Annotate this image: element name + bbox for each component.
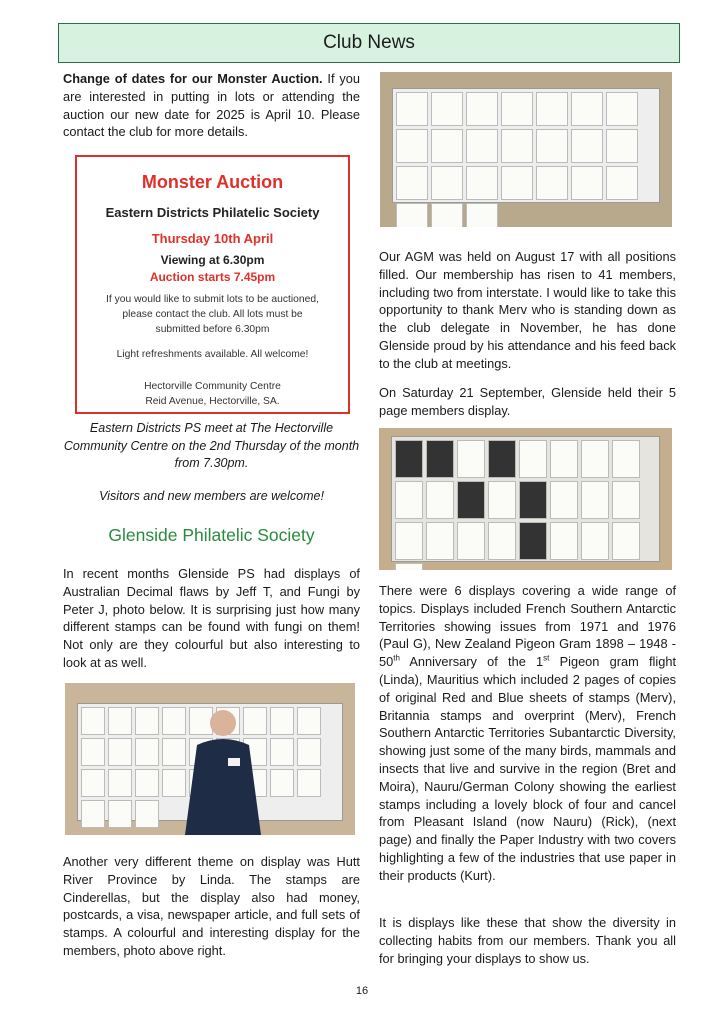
- display-wall-photo-bottom: [379, 428, 672, 570]
- display-day-paragraph: [379, 384, 676, 420]
- poster-society: Eastern Districts Philatelic Society: [105, 205, 320, 220]
- page-header: [58, 23, 680, 63]
- page-header-title: Club News: [323, 32, 415, 53]
- poster-refreshments: Light refreshments available. All welcome!: [116, 349, 309, 360]
- page-number: 16: [355, 985, 369, 997]
- displays-text-part3: Pigeon gram flight (Linda), Mauritius which included 2 pages of copies of original Red and Blue sheets of stamps (Merv), Britannia stamps and overprint (Merv), French Southern Antarctic Territories Subantarctic Diversity, showing just some of the many birds, mammals and insects that live and survive in the region (Bret and Moira), Nauru/German Colony showing the earliest stamps including a lovely block of four and cancel from Pleasant Island (now Nauru) (Rick), (next page) and finally the Paper Industry with two covers highlighting a few of the industries that use paper in their products (Kurt).: [379, 654, 676, 883]
- display-board: [392, 88, 661, 203]
- closing-text: It is displays like these that show the diversity in collecting habits from our members. Thank you all for bringing your displays to show us.: [379, 915, 676, 966]
- auction-notice: [63, 70, 360, 141]
- display-day-text: On Saturday 21 September, Glenside held their 5 page members display.: [379, 385, 676, 418]
- member-figure: [65, 683, 355, 835]
- edps-meeting-caption: Eastern Districts PS meet at The Hectorville Community Centre on the 2nd Thursday of the month from 7.30pm.: [63, 421, 360, 470]
- poster-date: Thursday 10th April: [151, 231, 274, 246]
- display-board: [391, 436, 661, 562]
- glenside-intro: [63, 565, 360, 672]
- displays-paragraph: [379, 582, 676, 885]
- glenside-heading: Glenside Philatelic Society: [108, 525, 315, 545]
- glenside-intro-text: In recent months Glenside PS had displays of Australian Decimal flaws by Jeff T, and Fungi by Peter J, photo below. It is surprising just how many different stamps can be found with fungi on them! Not only are they colourful but also interesting to look at as well.: [63, 566, 360, 670]
- auction-notice-lead: Change of dates for our Monster Auction.: [63, 71, 323, 86]
- displays-text-part1: There were 6 displays covering a wide range of topics. Displays included French Southern Antarctic Territories showing issues from 1971 and 1976 (Paul G), New Zealand Pigeon Gram 1898 – 1948 - 50: [379, 583, 676, 670]
- fungi-display-photo: [65, 683, 355, 835]
- superscript-st: st: [543, 653, 550, 663]
- auction-poster: [75, 155, 350, 414]
- display-wall-photo-top: [380, 72, 672, 227]
- poster-venue: [77, 379, 348, 409]
- poster-info: If you would like to submit lots to be auctioned, please contact the club. All lots must be submitted before 6.30pm: [106, 294, 319, 335]
- hutt-river-paragraph: [63, 853, 360, 960]
- poster-start-time: Auction starts 7.45pm: [149, 270, 276, 284]
- auction-notice-body: If you are interested in putting in lots or attending the auction our new date for 2025 is April 10. Please contact the club for more details.: [63, 71, 360, 140]
- poster-venue-line1: Hectorville Community Centre: [144, 381, 281, 392]
- poster-viewing: Viewing at 6.30pm: [160, 253, 265, 267]
- closing-paragraph: [379, 914, 676, 967]
- superscript-th: th: [393, 653, 400, 663]
- hutt-river-text: Another very different theme on display was Hutt River Province by Linda. The stamps are Cinderellas, but the display also had money, postcards, a visa, newspaper article, and full sets of stamps. A colourful and interesting display for the members, photo above right.: [63, 854, 360, 958]
- poster-title: Monster Auction: [141, 172, 284, 192]
- agm-paragraph: [379, 248, 676, 373]
- edps-welcome-caption: Visitors and new members are welcome!: [99, 489, 324, 503]
- agm-text: Our AGM was held on August 17 with all positions filled. Our membership has risen to 41 members, including two from interstate. I would like to take this opportunity to thank Merv who is standing down as the club delegate in November, he has done Glenside proud by his attendance and his feed back to the club at meetings.: [379, 249, 676, 371]
- poster-venue-line2: Reid Avenue, Hectorville, SA.: [145, 396, 280, 407]
- displays-text-part2: Anniversary of the 1: [399, 654, 544, 670]
